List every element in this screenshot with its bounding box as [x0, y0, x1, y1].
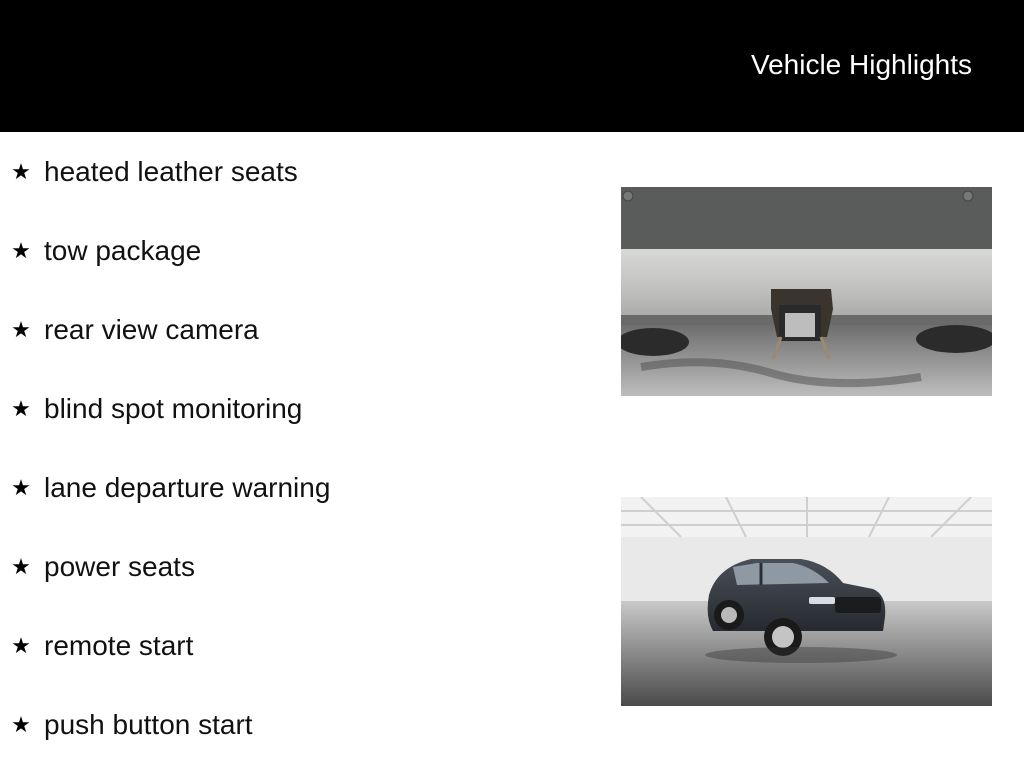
highlight-label: rear view camera — [44, 314, 259, 345]
highlights-list — [0, 132, 600, 768]
star-icon: ★ — [11, 475, 31, 500]
highlight-item — [0, 231, 600, 271]
highlight-item — [0, 468, 600, 508]
star-icon: ★ — [11, 238, 31, 263]
star-icon: ★ — [11, 554, 31, 579]
highlight-label: heated leather seats — [44, 156, 298, 187]
star-icon: ★ — [11, 159, 31, 184]
star-icon: ★ — [11, 712, 31, 737]
header-bar — [0, 0, 1024, 132]
highlight-label: lane departure warning — [44, 472, 331, 503]
highlight-label: push button start — [44, 709, 253, 740]
highlight-label: tow package — [44, 235, 202, 266]
highlight-label: power seats — [44, 551, 195, 582]
highlight-item — [0, 152, 600, 192]
highlight-item — [0, 310, 600, 350]
highlight-item — [0, 547, 600, 587]
highlight-item — [0, 626, 600, 666]
highlight-label: blind spot monitoring — [44, 393, 303, 424]
star-icon: ★ — [11, 396, 31, 421]
highlight-item — [0, 705, 600, 745]
page-title: Vehicle Highlights — [750, 49, 972, 80]
tow-hitch-photo — [621, 187, 992, 396]
highlight-label: remote start — [44, 630, 194, 661]
highlight-item — [0, 389, 600, 429]
star-icon: ★ — [11, 317, 31, 342]
vehicle-photo — [621, 497, 992, 706]
star-icon: ★ — [11, 633, 31, 658]
